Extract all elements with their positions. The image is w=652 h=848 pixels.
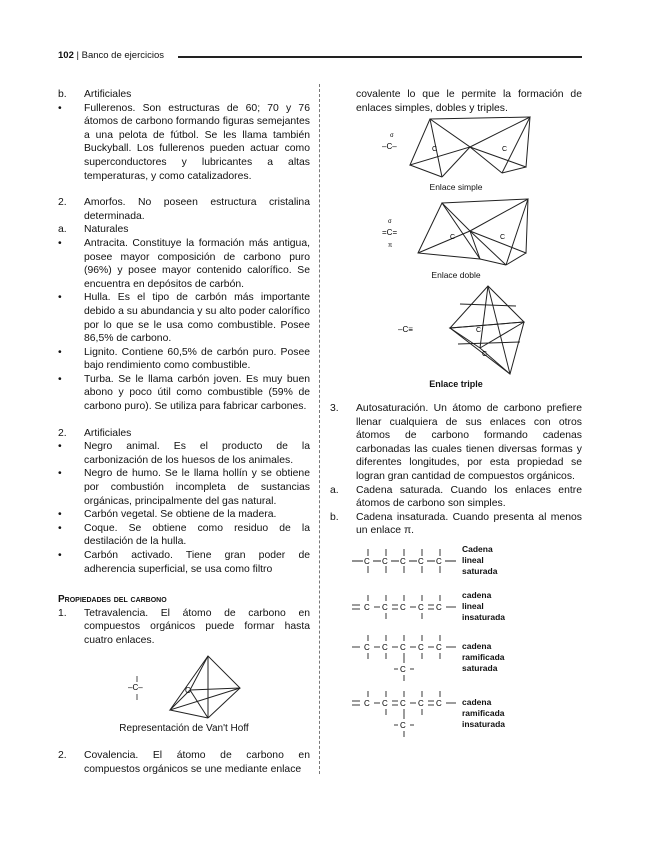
- list-item-autosaturacion: 3. Autosaturación. Un átomo de carbono prefiere llenar cualquiera de sus enlaces con otros átomos de carbono formando cadenas carbonadas las cuales tienen diversas formas y diferentes longitudes, por esta propiedad se logran gran cantidad de compuestos orgánicos.: [330, 402, 582, 482]
- list-item-cadena-saturada: a. Cadena saturada. Cuando los enlaces entre átomos de carbono son simples.: [330, 484, 582, 510]
- page-number: 102: [58, 50, 74, 61]
- chain1-c5: C: [436, 556, 442, 566]
- chain3-c2: C: [382, 642, 388, 652]
- chain1-c4: C: [418, 556, 424, 566]
- c-top: C: [476, 327, 482, 335]
- formula-triple: –C≡: [398, 325, 413, 335]
- chain-ramificada-insaturada: [350, 686, 582, 742]
- caption-doble: Enlace doble: [431, 269, 481, 280]
- c-right-2: C: [500, 233, 506, 241]
- chain3-c5: C: [436, 642, 442, 652]
- bullet-fullerenos: • Fullerenos. Son estructuras de 60; 70 y 76 átomos de carbono formando figuras semejantes a una pelota de fútbol. Se les llama también Buckyball. Los fullerenos pueden actuar como superconductores y lubricantes a altas temperaturas, y como catalizadores.: [58, 102, 310, 182]
- bullet-lignito: • Lignito. Contiene 60,5% de carbón puro. Posee bajo rendimiento como combustible.: [58, 346, 310, 372]
- vanthoff-figure: [58, 648, 310, 722]
- right-column: [330, 88, 582, 742]
- pi-label: π: [388, 242, 393, 249]
- chain1-c2: C: [382, 556, 388, 566]
- enlace-simple-diagram: [330, 115, 582, 181]
- list-item-covalencia: 2. Covalencia. El átomo de carbono en compuestos orgánicos se une mediante enlace: [58, 750, 310, 775]
- chain3-c1: C: [364, 642, 370, 652]
- bullet-carbon-activado: • Carbón activado. Tiene gran poder de adherencia superficial, se usa como filtro: [58, 550, 310, 575]
- header-section: Banco de ejercicios: [81, 50, 164, 61]
- page-header: [58, 50, 582, 64]
- chain4-branch-c: C: [400, 720, 406, 730]
- chain2-c5: C: [436, 602, 442, 612]
- bullet-turba: • Turba. Se le llama carbón joven. Es muy buen abono y poco útil como combustible (59% de carbono puro). Se utiliza para fabricar carbones.: [58, 373, 310, 413]
- chain4-c1: C: [364, 698, 370, 708]
- chain1-c1: C: [364, 556, 370, 566]
- list-item-amorfos: 2. Amorfos. No poseen estructura cristalina determinada.: [58, 197, 310, 222]
- chain-diagram-1: [350, 541, 458, 581]
- chain3-c3: C: [400, 642, 406, 652]
- chain3-branch-c: C: [400, 664, 406, 674]
- caption-simple: Enlace simple: [429, 182, 483, 193]
- chain-label-1: Cadena lineal saturada: [462, 544, 498, 577]
- chain-ramificada-saturada: [350, 630, 582, 686]
- enlace-triple-diagram: [330, 282, 582, 378]
- chain-diagram-3: [350, 631, 458, 685]
- chain-lineal-saturada: [350, 538, 582, 584]
- chain2-c3: C: [400, 602, 406, 612]
- tetrahedron-diagram: [58, 648, 310, 722]
- chain4-c5: C: [436, 698, 442, 708]
- chain-lineal-insaturada: [350, 584, 582, 630]
- section-title-propiedades: Propiedades del carbono: [58, 594, 167, 606]
- chain-label-2: cadena lineal insaturada: [462, 590, 505, 623]
- list-item-cadena-insaturada: b. Cadena insaturada. Cuando presenta al menos un enlace π.: [330, 511, 582, 537]
- chain-label-3: cadena ramificada saturada: [462, 641, 505, 674]
- bullet-negro-humo: • Negro de humo. Se le llama hollín y se obtiene por combustión incompleta de sustancias orgánicas, principalmente del gas natural.: [58, 468, 310, 507]
- chain1-c3: C: [400, 556, 406, 566]
- bullet-negro-animal: • Negro animal. Es el producto de la carbonización de los huesos de los animales.: [58, 441, 310, 466]
- chain3-c4: C: [418, 642, 424, 652]
- list-item-tetravalencia: 1. Tetravalencia. El átomo de carbono en compuestos orgánicos puede formar hasta cuatro enlaces.: [58, 607, 310, 646]
- chain4-c3: C: [400, 698, 406, 708]
- bullet-hulla: • Hulla. Es el tipo de carbón más importante debido a su abundancia y su alto poder calorífico por lo que se le usa como combustible. Posee 86,5% de carbono.: [58, 292, 310, 345]
- caption-triple: Enlace triple: [429, 379, 483, 390]
- c-left-2: C: [450, 233, 456, 241]
- list-item-artificiales-2: 2. Artificiales: [58, 427, 132, 439]
- sigma-label: σ: [390, 133, 394, 140]
- carbon-center-label: C: [185, 685, 191, 695]
- chain4-c2: C: [382, 698, 388, 708]
- vanthoff-caption: Representación de Van't Hoff: [119, 722, 249, 734]
- list-item-naturales: a. Naturales: [58, 224, 129, 236]
- bullet-antracita: • Antracita. Constituye la formación más antigua, posee mayor composición de carbono puro (96%) y posee mayor contenido calorífico. Se encuentra en depósitos de carbón.: [58, 237, 310, 290]
- chain4-c4: C: [418, 698, 424, 708]
- column-divider: [319, 84, 320, 774]
- c-right: C: [502, 146, 508, 154]
- bullet-carbon-vegetal: • Carbón vegetal. Se obtiene de la madera.: [58, 509, 277, 521]
- header-separator: |: [76, 50, 79, 61]
- left-column: [58, 88, 310, 776]
- formula-simple: –C–: [382, 142, 397, 152]
- c-left: C: [432, 146, 438, 154]
- chain2-c2: C: [382, 602, 388, 612]
- chain-label-4: cadena ramificada insaturada: [462, 697, 505, 730]
- enlace-doble-diagram: [330, 195, 582, 269]
- formula-doble: =C=: [382, 227, 398, 237]
- formula-single-c: –C–: [128, 682, 143, 692]
- sigma-label-2: σ: [388, 218, 392, 225]
- chain-diagram-2: [350, 587, 458, 627]
- covalente-continuation: covalente lo que le permite la formación de enlaces simples, dobles y triples.: [356, 89, 582, 114]
- list-item-artificiales: b. Artificiales: [58, 89, 132, 100]
- c-bottom: C: [482, 351, 488, 359]
- chain2-c4: C: [418, 602, 424, 612]
- bullet-coque: • Coque. Se obtiene como residuo de la destilación de la hulla.: [58, 522, 310, 548]
- chain2-c1: C: [364, 602, 370, 612]
- chain-diagram-4: [350, 687, 458, 741]
- header-rule: [178, 56, 582, 58]
